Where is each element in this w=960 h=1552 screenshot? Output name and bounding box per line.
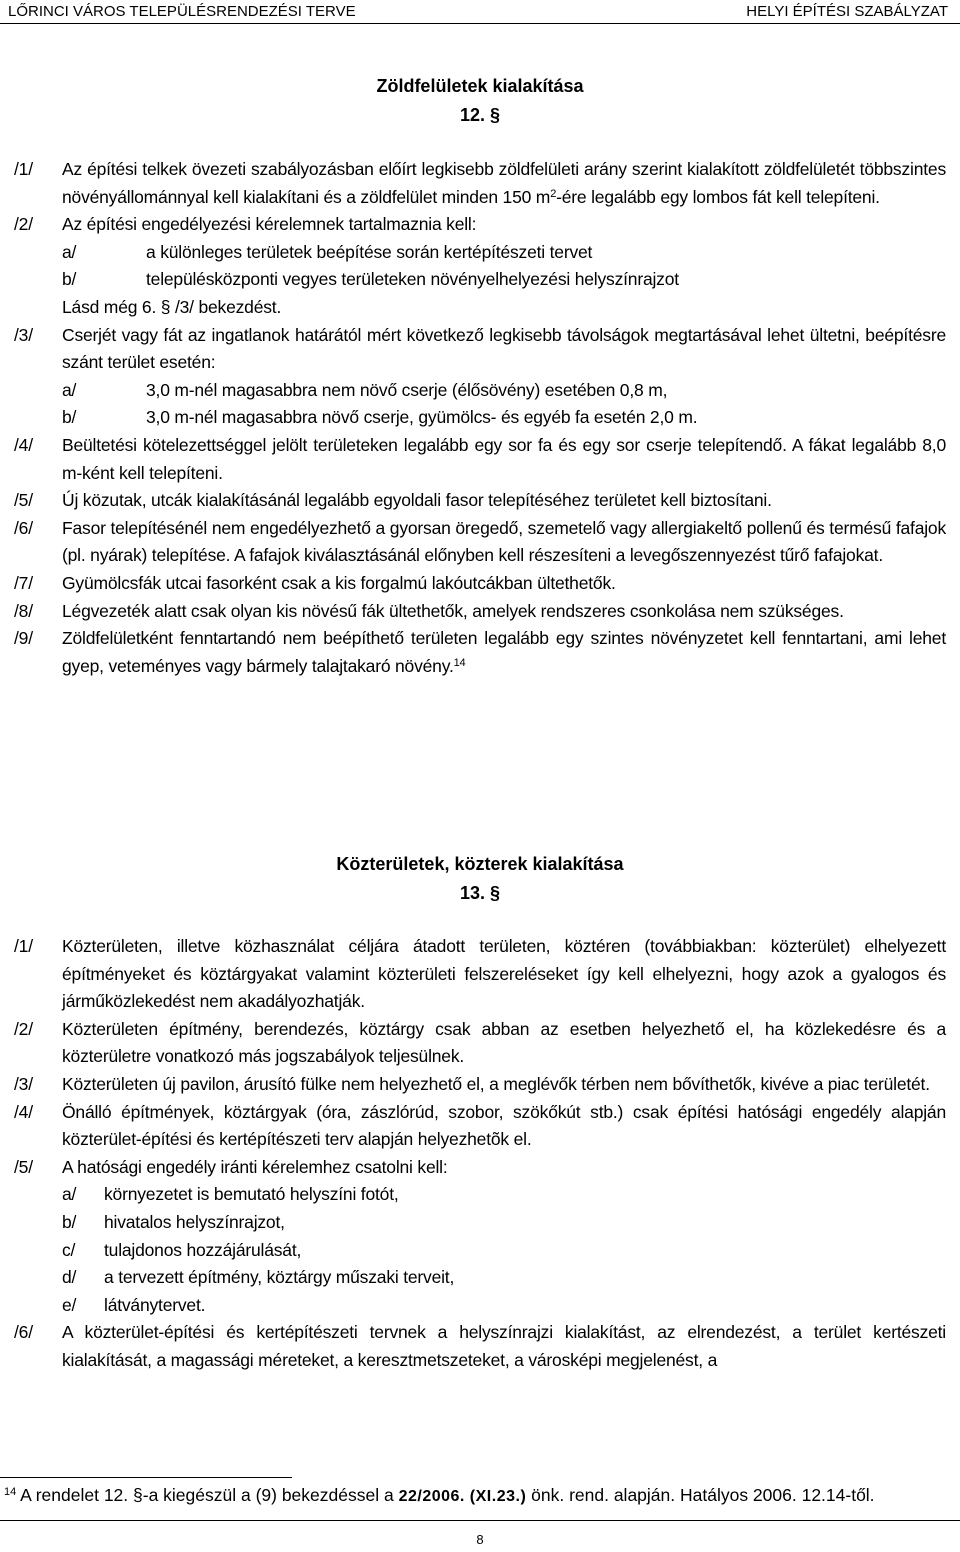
paragraph-12-5 (0, 487, 960, 515)
paragraph-12-1 (0, 156, 960, 211)
header-left-title: LŐRINCI VÁROS TELEPÜLÉSRENDEZÉSI TERVE (8, 3, 356, 20)
paragraph-text: Gyümölcsfák utcai fasorként csak a kis forgalmú lakóutcákban ültethetők. (62, 572, 616, 593)
paragraph-13-5 (0, 1154, 960, 1182)
list-item (0, 1292, 960, 1320)
paragraph-text: A közterület-építési és kertépítészeti tervnek a helyszínrajzi kialakítást, az elrendezést, a terület kertészeti kialakítását, a magassági méreteket, a keresztmetszeteket, a városképi megjelenést, a (62, 1322, 946, 1370)
list-text: tulajdonos hozzájárulását, (104, 1239, 302, 1260)
paragraph-12-4 (0, 432, 960, 487)
list-label: a/ (62, 1184, 77, 1205)
paragraph-text: Az építési telkek övezeti szabályozásban előírt legkisebb zöldfelületi arány szerint kialakított zöldfelületét többszintes növényállománnyal kell kialakítani és a zöldfelület minden 150 m (62, 159, 946, 207)
section-13-body (0, 933, 960, 1375)
paragraph-13-3 (0, 1071, 960, 1099)
paragraph-13-4 (0, 1099, 960, 1154)
list-text: a tervezett építmény, köztárgy műszaki terveit, (104, 1267, 455, 1288)
list-text: településközponti vegyes területeken növényelhelyezési helyszínrajzot (146, 269, 679, 290)
footnote-text: A rendelet 12. §-a kiegészül a (9) bekezdéssel a (16, 1485, 399, 1505)
paragraph-number: /2/ (14, 214, 33, 235)
list-item (0, 1237, 960, 1265)
page-number: 8 (476, 1532, 484, 1547)
paragraph-text: Fasor telepítésénél nem engedélyezhető a gyorsan öregedő, szemetelő vagy allergiakeltő pollenű és termésű fafajok (pl. nyárak) telepítése. A fafajok kiválasztásánál előnyben kell részesíteni a levegőszennyezést tűrő fafajokat. (62, 517, 946, 566)
paragraph-number: /6/ (14, 517, 33, 538)
list-item (0, 377, 960, 405)
list-label: c/ (62, 1239, 76, 1260)
paragraph-text: A hatósági engedély iránti kérelemhez csatolni kell: (62, 1156, 448, 1177)
cross-reference-note: Lásd még 6. § /3/ bekezdést. (62, 296, 282, 317)
list-label: d/ (62, 1267, 77, 1288)
list-label: e/ (62, 1294, 77, 1315)
paragraph-text: Beültetési kötelezettséggel jelölt területeken legalább egy sor fa és egy sor cserje telepítendő. A fákat legalább 8,0 m-ként kell telepíteni. (62, 434, 946, 483)
paragraph-number: /9/ (14, 628, 33, 649)
footnote (4, 1482, 954, 1510)
paragraph-number: /8/ (14, 600, 33, 621)
paragraph-number: /5/ (14, 490, 33, 511)
list-text: 3,0 m-nél magasabbra növő cserje, gyümölcs- és egyéb fa esetén 2,0 m. (146, 407, 698, 428)
list-text: a különleges területek beépítése során kertépítészeti tervet (146, 241, 593, 262)
section-12-title: Zöldfelületek kialakítása (376, 76, 584, 96)
paragraph-12-9 (0, 625, 960, 680)
page-header (0, 0, 960, 24)
paragraph-text: Légvezeték alatt csak olyan kis növésű fák ültethetők, amelyek rendszeres csonkolása nem szükséges. (62, 600, 844, 621)
paragraph-text: Közterületen, illetve közhasználat céljára átadott területen, köztéren (továbbiakban: közterület) elhelyezett építményeket és köztárgyakat valamint közterületi felszereléseket így kell elhelyezni, hogy azok a gyalogos és járműközlekedést nem akadályozhatják. (62, 936, 946, 1012)
footnote-regulation-ref: 22/2006. (XI.23.) (398, 1488, 527, 1505)
paragraph-number: /4/ (14, 1101, 33, 1122)
paragraph-number: /3/ (14, 324, 33, 345)
list-item (0, 1181, 960, 1209)
list-item (0, 1264, 960, 1292)
paragraph-text: Önálló építmények, köztárgyak (óra, zászlórúd, szobor, szökőkút stb.) csak építési hatósági engedély alapján közterület-építési és kertépítészeti terv alapján helyezhetõk el. (62, 1101, 946, 1150)
paragraph-13-2 (0, 1016, 960, 1071)
section-13-number: 13. § (459, 883, 501, 903)
footnote-text-continued: önk. rend. alapján. Hatályos 2006. 12.14-től. (526, 1485, 875, 1505)
list-text: hivatalos helyszínrajzot, (104, 1211, 285, 1232)
paragraph-number: /5/ (14, 1156, 33, 1177)
paragraph-text: Az építési engedélyezési kérelemnek tartalmaznia kell: (62, 214, 477, 235)
section-12-number: 12. § (459, 105, 501, 125)
paragraph-number: /7/ (14, 572, 33, 593)
list-item (0, 266, 960, 294)
list-item (0, 404, 960, 432)
paragraph-number: /1/ (14, 159, 33, 179)
paragraph-12-2 (0, 211, 960, 239)
paragraph-text: Cserjét vagy fát az ingatlanok határától mért következő legkisebb távolságok megtartásával lehet ültetni, beépítésre szánt terület esetén: (62, 324, 946, 373)
list-label: a/ (62, 241, 77, 262)
list-text: környezetet is bemutató helyszíni fotót, (104, 1184, 399, 1205)
list-item (0, 239, 960, 267)
paragraph-13-1 (0, 933, 960, 1016)
paragraph-text: Közterületen építmény, berendezés, köztárgy csak abban az esetben helyezhető el, ha közlekedésre és a közterületre vonatkozó más jogszabályok teljesülnek. (62, 1018, 946, 1067)
paragraph-12-3 (0, 322, 960, 377)
paragraph-number: /2/ (14, 1018, 33, 1039)
header-right-title: HELYI ÉPÍTÉSI SZABÁLYZAT (746, 3, 948, 20)
list-label: b/ (62, 1211, 77, 1232)
paragraph-12-7 (0, 570, 960, 598)
paragraph-text: Új közutak, utcák kialakításánál legalább egyoldali fasor telepítéséhez területet kell biztosítani. (62, 490, 772, 511)
paragraph-13-6 (0, 1319, 960, 1374)
paragraph-number: /6/ (14, 1322, 33, 1343)
section-12-body (0, 156, 960, 680)
superscript: 2 (550, 187, 557, 200)
paragraph-number: /3/ (14, 1073, 33, 1094)
list-label: a/ (62, 379, 77, 400)
list-label: b/ (62, 269, 77, 290)
footnote-separator (0, 1477, 292, 1478)
paragraph-text-continued: -ére legalább egy lombos fát kell telepíteni. (556, 186, 880, 207)
paragraph-12-6 (0, 515, 960, 570)
list-label: b/ (62, 407, 77, 428)
section-13-title: Közterületek, közterek kialakítása (336, 854, 624, 874)
paragraph-text: Zöldfelületként fenntartandó nem beépíthető területen legalább egy szintes növényzetet kell fenntartani, ami lehet gyep, veteményes vagy bármely talajtakaró növény. (62, 628, 946, 676)
paragraph-text: Közterületen új pavilon, árusító fülke nem helyezhető el, a meglévők térben nem bővíthetők, kivéve a piac területét. (62, 1073, 930, 1094)
list-text: látványtervet. (104, 1294, 206, 1315)
footnote-number: 14 (4, 1486, 17, 1498)
footer-separator (0, 1520, 960, 1521)
paragraph-number: /1/ (14, 936, 33, 956)
list-item (0, 1209, 960, 1237)
footnote-reference[interactable]: 14 (453, 656, 466, 669)
paragraph-12-8 (0, 598, 960, 626)
list-text: 3,0 m-nél magasabbra nem növő cserje (élősövény) esetében 0,8 m, (146, 379, 668, 400)
paragraph-number: /4/ (14, 434, 33, 455)
